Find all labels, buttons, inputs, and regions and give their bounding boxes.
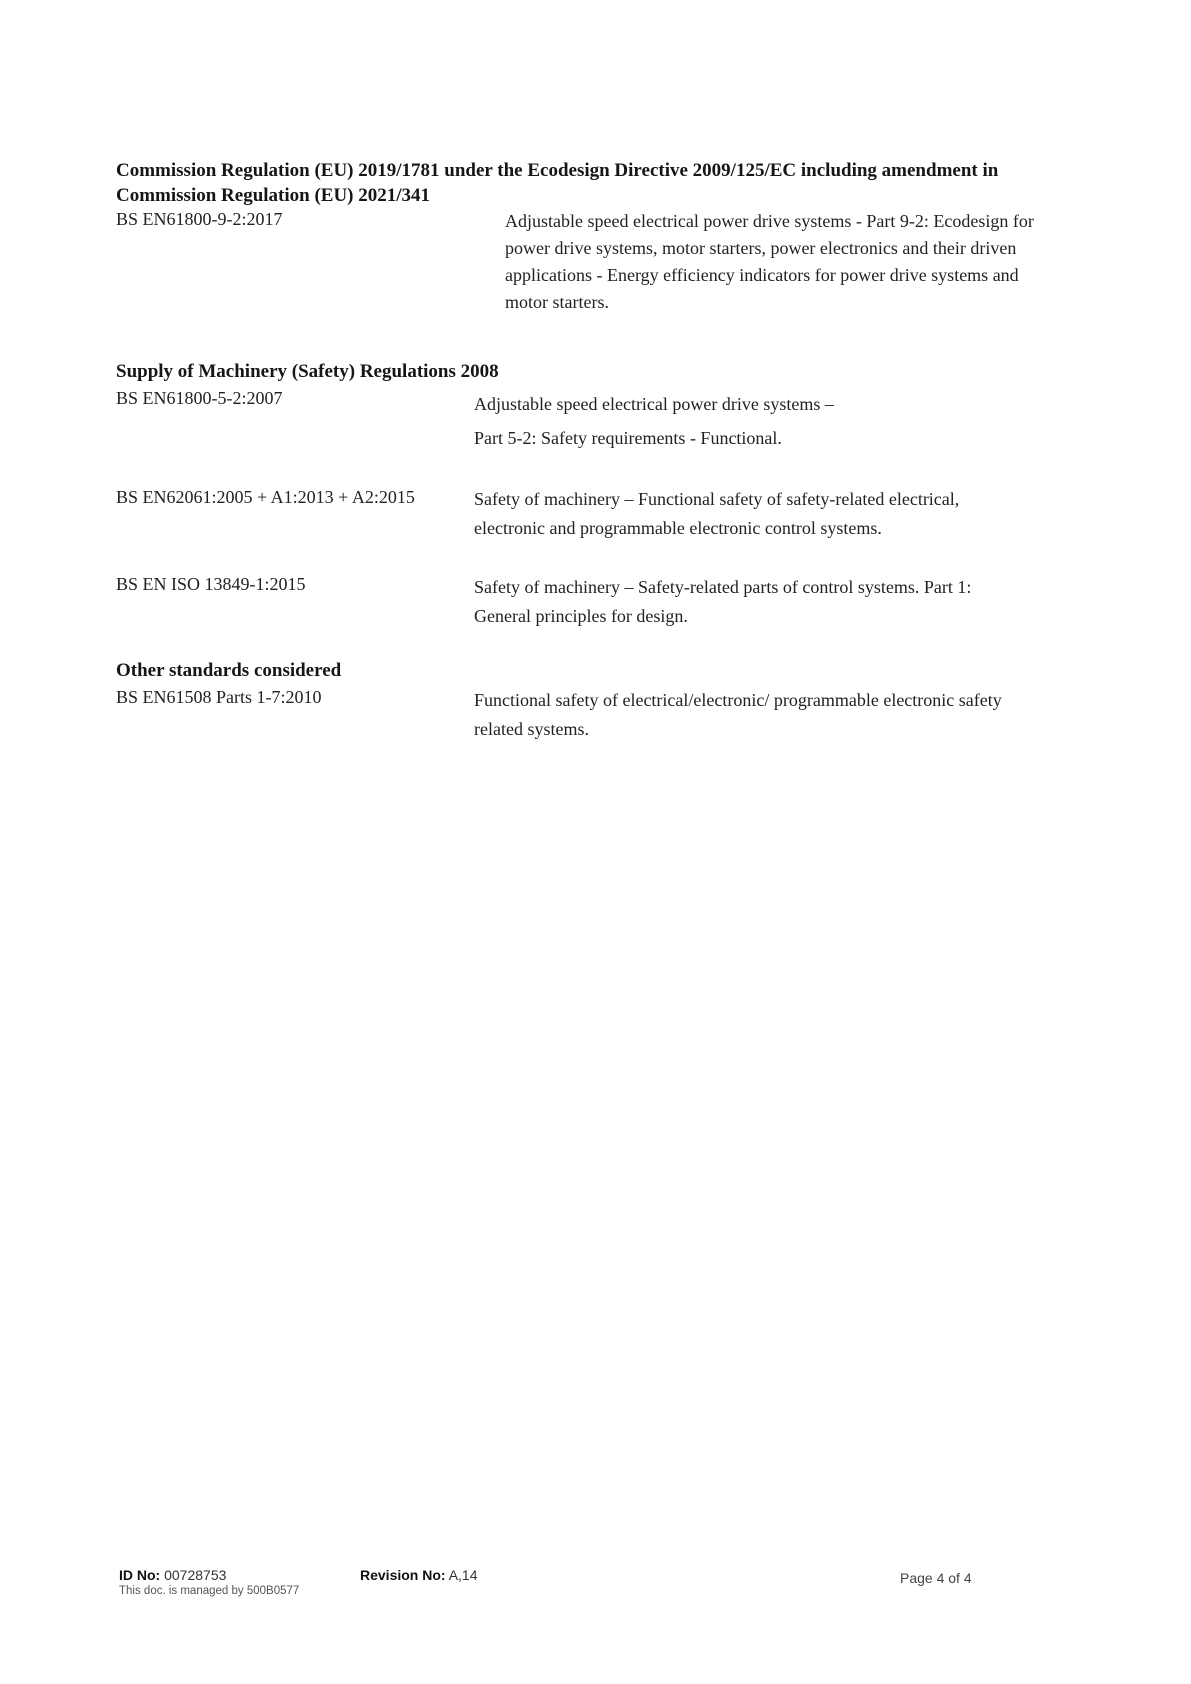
footer-id-label: ID No: <box>119 1567 161 1583</box>
footer-revision-label: Revision No: <box>360 1567 446 1583</box>
section-heading-ecodesign: Commission Regulation (EU) 2019/1781 under the Ecodesign Directive 2009/125/EC including amendment in Commission Regulation (EU) 2021/341 <box>116 160 999 206</box>
description-line-2: Part 5-2: Safety requirements - Functional. <box>474 428 782 448</box>
description-line-1: Adjustable speed electrical power drive systems – <box>474 394 834 414</box>
standard-description-en61508: Functional safety of electrical/electronic/ programmable electronic safety related systems. <box>474 690 1002 739</box>
footer-id-block <box>119 1567 299 1599</box>
standard-description-en61800-5-2 <box>474 387 1054 455</box>
footer-managed-by: This doc. is managed by 500B0577 <box>119 1585 300 1597</box>
section-heading-machinery: Supply of Machinery (Safety) Regulations 2008 <box>116 361 499 382</box>
standard-code-en61800-9-2: BS EN61800-9-2:2017 <box>116 209 283 229</box>
standard-code-en62061: BS EN62061:2005 + A1:2013 + A2:2015 <box>116 487 415 507</box>
standard-description-en62061: Safety of machinery – Functional safety of safety-related electrical, electronic and programmable electronic control systems. <box>474 489 960 538</box>
standard-description-en61800-9-2: Adjustable speed electrical power drive systems - Part 9-2: Ecodesign for power drive systems, motor starters, power electronics and their driven applications - Energy efficiency indicators for power drive systems and motor starters. <box>505 211 1034 312</box>
footer-id-value: 00728753 <box>164 1567 227 1583</box>
footer-page-indicator: Page 4 of 4 <box>900 1570 972 1586</box>
standard-code-en-iso-13849-1: BS EN ISO 13849-1:2015 <box>116 574 306 594</box>
standard-description-en-iso-13849-1: Safety of machinery – Safety-related parts of control systems. Part 1: General principles for design. <box>474 577 972 626</box>
footer-revision-value: A,14 <box>448 1567 478 1583</box>
section-heading-other: Other standards considered <box>116 660 342 681</box>
footer-id-line <box>119 1567 299 1584</box>
standard-code-en61800-5-2: BS EN61800-5-2:2007 <box>116 388 283 408</box>
standard-code-en61508: BS EN61508 Parts 1-7:2010 <box>116 687 322 707</box>
footer-revision <box>360 1567 478 1584</box>
